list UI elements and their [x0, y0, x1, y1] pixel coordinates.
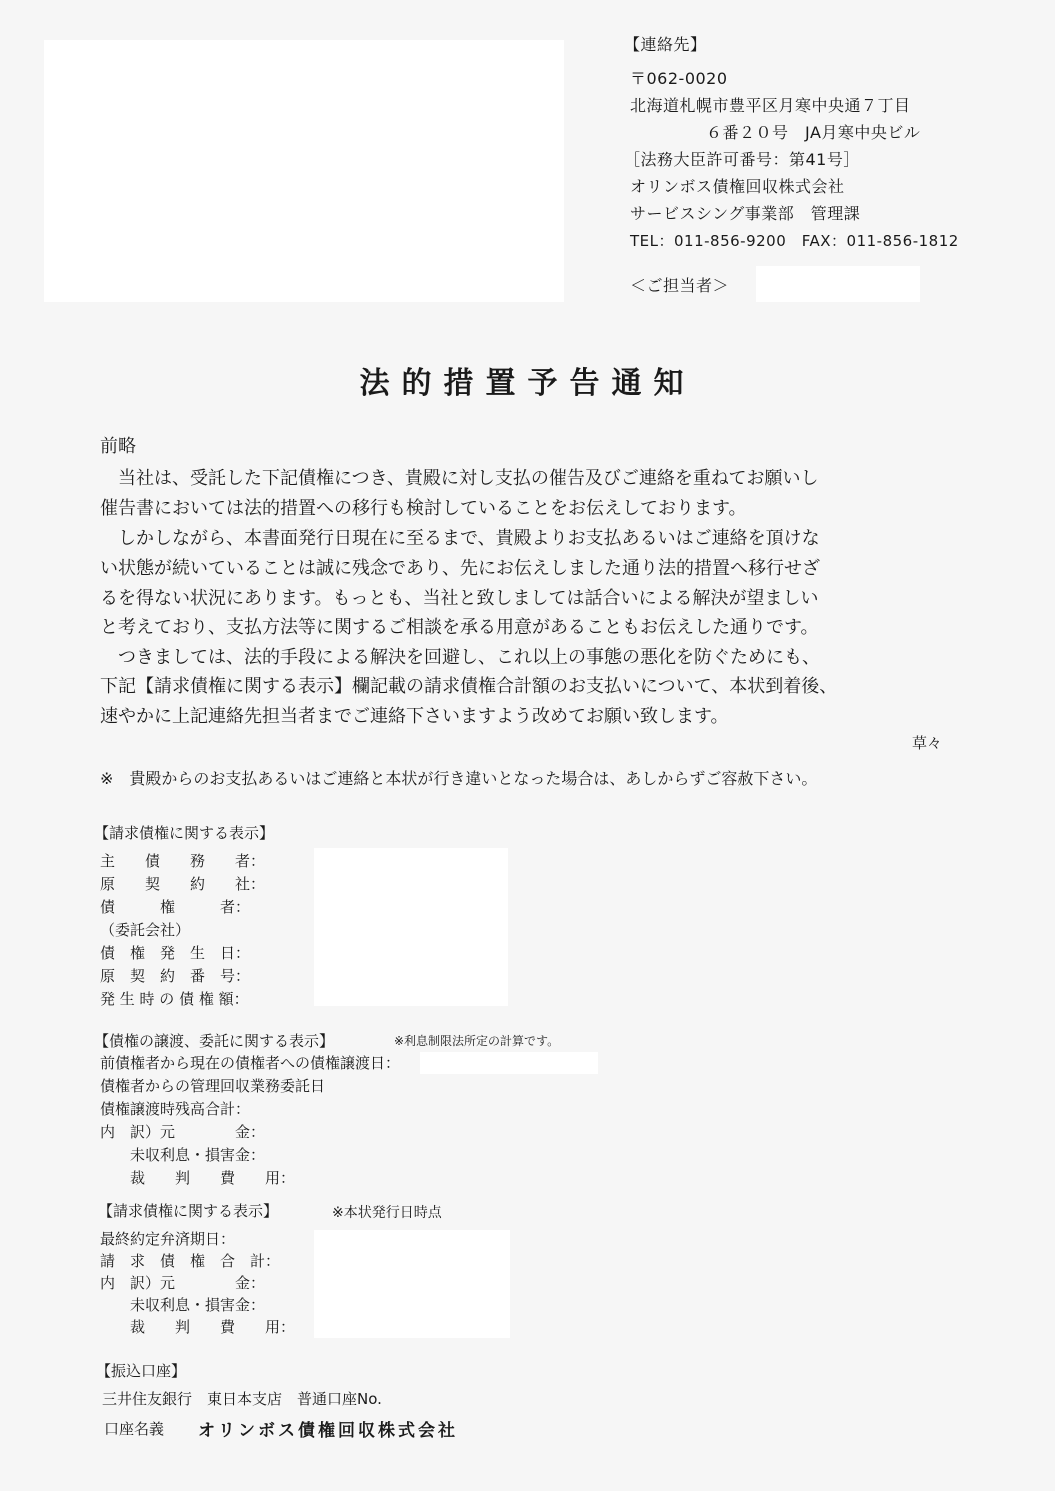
- section3-note: ※本状発行日時点: [332, 1205, 442, 1221]
- letter-line: 下記【請求債権に関する表示】欄記載の請求債権合計額のお支払いについて、本状到着後、: [100, 676, 838, 697]
- contact-heading: 【連絡先】: [624, 35, 707, 54]
- redacted-recipient-block: [44, 40, 564, 302]
- letter-line: 当社は、受託した下記債権につき、貴殿に対し支払の催告及びご連絡を重ねてお願いし: [100, 468, 819, 489]
- letter-note: ※ 貴殿からのお支払あるいはご連絡と本状が行き違いとなった場合は、あしからずご容赦下さい。: [100, 769, 818, 788]
- section2-row: 債権譲渡時残高合計：: [100, 1100, 251, 1118]
- section3-row: 最終約定弁済期日：: [100, 1230, 236, 1248]
- section2-row: 内 訳）元 金：: [100, 1123, 266, 1141]
- section1-row: 債 権 者：: [100, 898, 251, 916]
- address-line-2: ６番２０号 JA月寒中央ビル: [706, 123, 921, 142]
- section3-row: 内 訳）元 金：: [100, 1274, 266, 1292]
- section2-row: 未収利息・損害金：: [100, 1146, 266, 1164]
- phone-fax: TEL：011-856-9200 FAX：011-856-1812: [630, 232, 959, 250]
- section2-row: 裁 判 費 用：: [100, 1169, 296, 1187]
- section3-row: 裁 判 費 用：: [100, 1318, 296, 1336]
- section1-row: （委託会社）: [100, 921, 191, 939]
- letter-opening: 前略: [100, 436, 136, 457]
- section2-row: 前債権者から現在の債権者への債権譲渡日：: [100, 1054, 401, 1072]
- section3-row: 請 求 債 権 合 計：: [100, 1252, 281, 1270]
- letter-line: るを得ない状況にあります。もっとも、当社と致しましては話合いによる解決が望ましい: [100, 588, 819, 609]
- section3-row: 未収利息・損害金：: [100, 1296, 266, 1314]
- letter-line: つきましては、法的手段による解決を回避し、これ以上の事態の悪化を防ぐためにも、: [100, 647, 820, 668]
- postal-code: 〒062-0020: [630, 69, 728, 88]
- section1-row: 主 債 務 者：: [100, 852, 266, 870]
- letter-closing: 草々: [911, 734, 942, 752]
- section1-row: 原 契 約 番 号：: [100, 967, 251, 985]
- bank-heading: 【振込口座】: [96, 1362, 187, 1380]
- company-name: オリンボス債権回収株式会社: [630, 177, 845, 196]
- redacted-section1-values: [314, 848, 508, 1006]
- redacted-transfer-date: [420, 1052, 598, 1074]
- letter-line: 催告書においては法的措置への移行も検討していることをお伝えしております。: [100, 498, 747, 519]
- letter-line: い状態が続いていることは誠に残念であり、先にお伝えしました通り法的措置へ移行せざ: [100, 558, 820, 579]
- address-line-1: 北海道札幌市豊平区月寒中央通７丁目: [630, 96, 911, 115]
- section2-heading: 【債権の譲渡、委託に関する表示】: [94, 1032, 335, 1050]
- page-title: 法的措置予告通知: [359, 366, 696, 401]
- section2-row: 債権者からの管理回収業務委託日: [100, 1077, 326, 1095]
- redacted-contact-person: [756, 266, 920, 302]
- section1-row: 原 契 約 社：: [100, 875, 266, 893]
- bank-line: 三井住友銀行 東日本支店 普通口座No.: [102, 1390, 382, 1408]
- letter-line: 速やかに上記連絡先担当者までご連絡下さいますよう改めてお願い致します。: [100, 706, 729, 727]
- section2-note: ※利息制限法所定の計算です。: [394, 1034, 560, 1048]
- contact-person-label: ＜ご担当者＞: [630, 276, 730, 295]
- redacted-section3-values: [314, 1230, 510, 1338]
- department: サービスシング事業部 管理課: [630, 204, 861, 223]
- account-name: オリンボス債権回収株式会社: [198, 1421, 458, 1441]
- license-number: ［法務大臣許可番号：第41号］: [624, 150, 860, 169]
- letter-line: と考えており、支払方法等に関するご相談を承る用意があることもお伝えした通りです。: [100, 617, 819, 638]
- section1-row: 発 生 時 の 債 権 額：: [100, 990, 249, 1008]
- section1-heading: 【請求債権に関する表示】: [94, 824, 275, 842]
- section3-heading: 【請求債権に関する表示】: [98, 1202, 279, 1220]
- account-label: 口座名義: [104, 1420, 165, 1438]
- section1-row: 債 権 発 生 日：: [100, 944, 251, 962]
- letter-line: しかしながら、本書面発行日現在に至るまで、貴殿よりお支払あるいはご連絡を頂けな: [100, 528, 820, 549]
